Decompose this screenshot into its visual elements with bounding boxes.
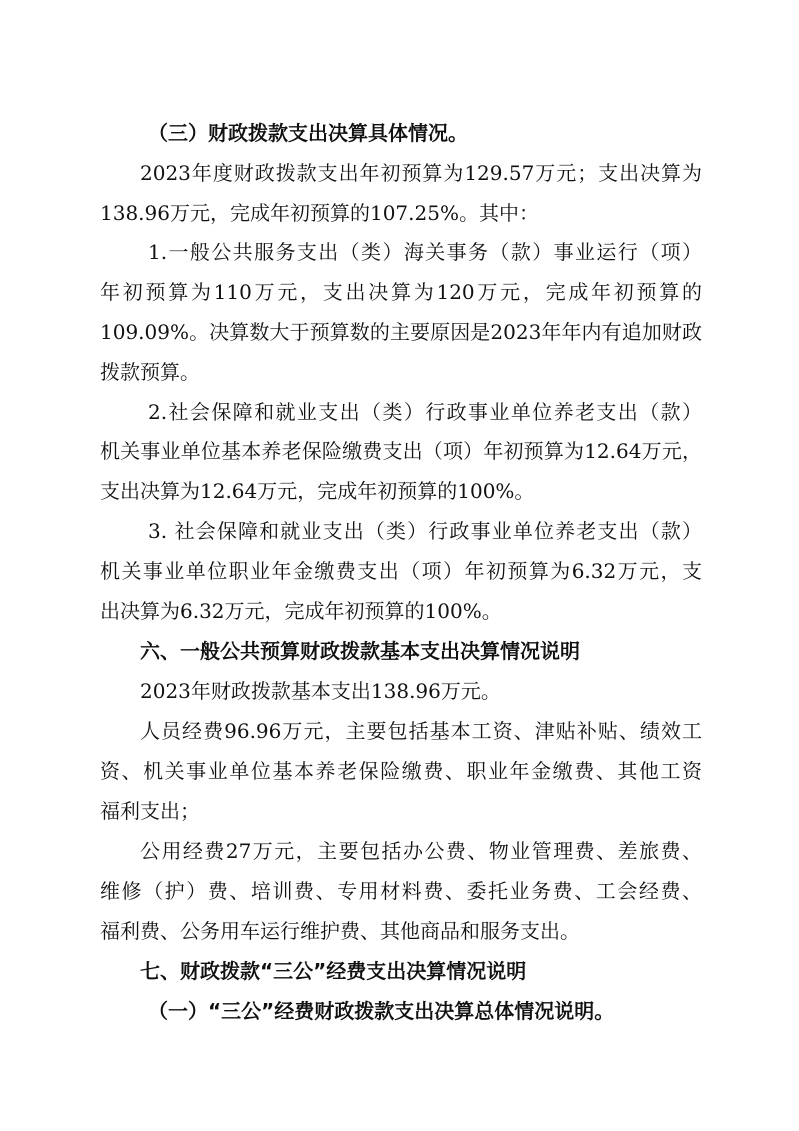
paragraph-line: 公用经费27万元，主要包括办公费、物业管理费、差旅费、 (140, 839, 702, 863)
paragraph-line: 拨款预算。 (100, 360, 200, 384)
paragraph-line: 机关事业单位基本养老保险缴费支出（项）年初预算为12.64万元， (100, 439, 702, 463)
paragraph-line: 福利支出； (100, 799, 200, 823)
paragraph-line: 人员经费96.96万元，主要包括基本工资、津贴补贴、绩效工 (140, 719, 702, 743)
paragraph-line: 机关事业单位职业年金缴费支出（项）年初预算为6.32万元，支 (100, 559, 702, 583)
paragraph-line: 2023年度财政拨款支出年初预算为129.57万元；支出决算为 (140, 161, 702, 185)
paragraph-line: 2023年财政拨款基本支出138.96万元。 (140, 679, 501, 703)
paragraph-line: 138.96万元，完成年初预算的107.25%。其中： (100, 201, 539, 225)
section-heading-3: （三）财政拨款支出决算具体情况。 (148, 121, 468, 145)
paragraph-line: 2.社会保障和就业支出（类）行政事业单位养老支出（款） (148, 400, 702, 424)
paragraph-line: 1.一般公共服务支出（类）海关事务（款）事业运行（项） (148, 240, 702, 264)
section-heading-7: 七、财政拨款“三公”经费支出决算情况说明 (140, 959, 527, 983)
subsection-heading: （一）“三公”经费财政拨款支出决算总体情况说明。 (148, 999, 615, 1023)
paragraph-line: 资、机关事业单位基本养老保险缴费、职业年金缴费、其他工资 (100, 759, 702, 783)
paragraph-line: 出决算为6.32万元，完成年初预算的100%。 (100, 599, 502, 623)
paragraph-line: 109.09%。决算数大于预算数的主要原因是2023年年内有追加财政 (100, 320, 702, 344)
paragraph-line: 福利费、公务用车运行维护费、其他商品和服务支出。 (100, 919, 580, 943)
paragraph-line: 维修（护）费、培训费、专用材料费、委托业务费、工会经费、 (100, 879, 702, 903)
paragraph-line: 支出决算为12.64万元，完成年初预算的100%。 (100, 479, 535, 503)
paragraph-line: 年初预算为110万元，支出决算为120万元，完成年初预算的 (100, 280, 702, 304)
paragraph-line: 3. 社会保障和就业支出（类）行政事业单位养老支出（款） (148, 519, 702, 543)
section-heading-6: 六、一般公共预算财政拨款基本支出决算情况说明 (140, 639, 580, 663)
